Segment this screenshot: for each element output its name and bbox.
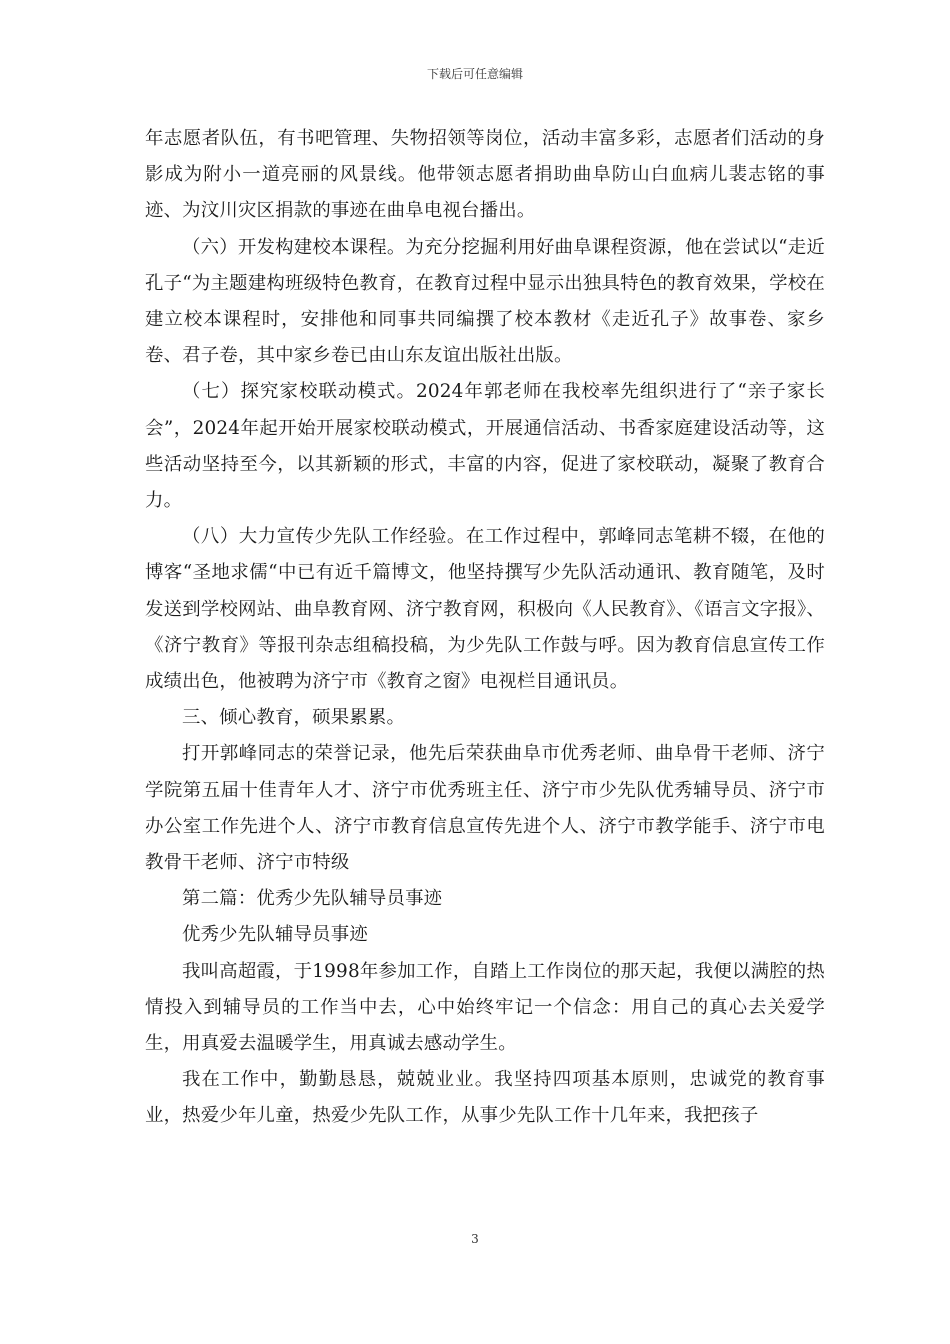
paragraph-honors: 打开郭峰同志的荣誉记录，他先后荣获曲阜市优秀老师、曲阜骨干老师、济宁学院第五届十佳青年人才、济宁市优秀班主任、济宁市少先队优秀辅导员、济宁市办公室工作先进个人、济宁市教育信息宣传先进个人、济宁市教学能手、济宁市电教骨干老师、济宁市特级: [145, 743, 825, 874]
section-heading-achievements: 三、倾心教育，硕果累累。: [182, 707, 406, 729]
page-number: 3: [471, 1232, 479, 1246]
paragraph-publicity: （八）大力宣传少先队工作经验。在工作过程中，郭峰同志笔耕不辍，在他的博客“圣地求儒“中已有近千篇博文，他坚持撰写少先队活动通讯、教育随笔，及时发送到学校网站、曲阜教育网、济宁教育网，积极向《人民教育》、《语言文字报》、《济宁教育》等报刊杂志组稿投稿，为少先队工作鼓与呼。因为教育信息宣传工作成绩出色，他被聘为济宁市《教育之窗》电视栏目通讯员。: [145, 526, 825, 693]
page-header: 下载后可任意编辑: [426, 67, 523, 81]
paragraph-work: 我在工作中，勤勤恳恳，兢兢业业。我坚持四项基本原则，忠诚党的教育事业，热爱少年儿童，热爱少先队工作，从事少先队工作十几年来，我把孩子: [145, 1069, 825, 1127]
paragraph-volunteers: 年志愿者队伍，有书吧管理、失物招领等岗位，活动丰富多彩，志愿者们活动的身影成为附小一道亮丽的风景线。他带领志愿者捐助曲阜防山白血病儿裴志铭的事迹、为汶川灾区捐款的事迹在曲阜电视台播出。: [145, 128, 825, 222]
chapter-heading-second: 第二篇：优秀少先队辅导员事迹: [182, 888, 443, 910]
paragraph-intro: 我叫高超霞，于1998年参加工作，自踏上工作岗位的那天起，我便以满腔的热情投入到辅导员的工作当中去，心中始终牢记一个信念：用自己的真心去关爱学生，用真爱去温暖学生，用真诚去感动学生。: [145, 960, 825, 1055]
document-body: [145, 121, 825, 1135]
chapter-subtitle: 优秀少先队辅导员事迹: [182, 924, 368, 946]
paragraph-home-school: （七）探究家校联动模式。2024年郭老师在我校率先组织进行了“亲子家长会”，2024年起开始开展家校联动模式，开展通信活动、书香家庭建设活动等，这些活动坚持至今，以其新颖的形式，丰富的内容，促进了家校联动，凝聚了教育合力。: [145, 381, 825, 512]
paragraph-school-curriculum: （六）开发构建校本课程。为充分挖掘利用好曲阜课程资源，他在尝试以“走近孔子“为主题建构班级特色教育，在教育过程中显示出独具特色的教育效果，学校在建立校本课程时，安排他和同事共同编撰了校本教材《走近孔子》故事卷、家乡卷、君子卷，其中家乡卷已由山东友谊出版社出版。: [145, 236, 825, 367]
